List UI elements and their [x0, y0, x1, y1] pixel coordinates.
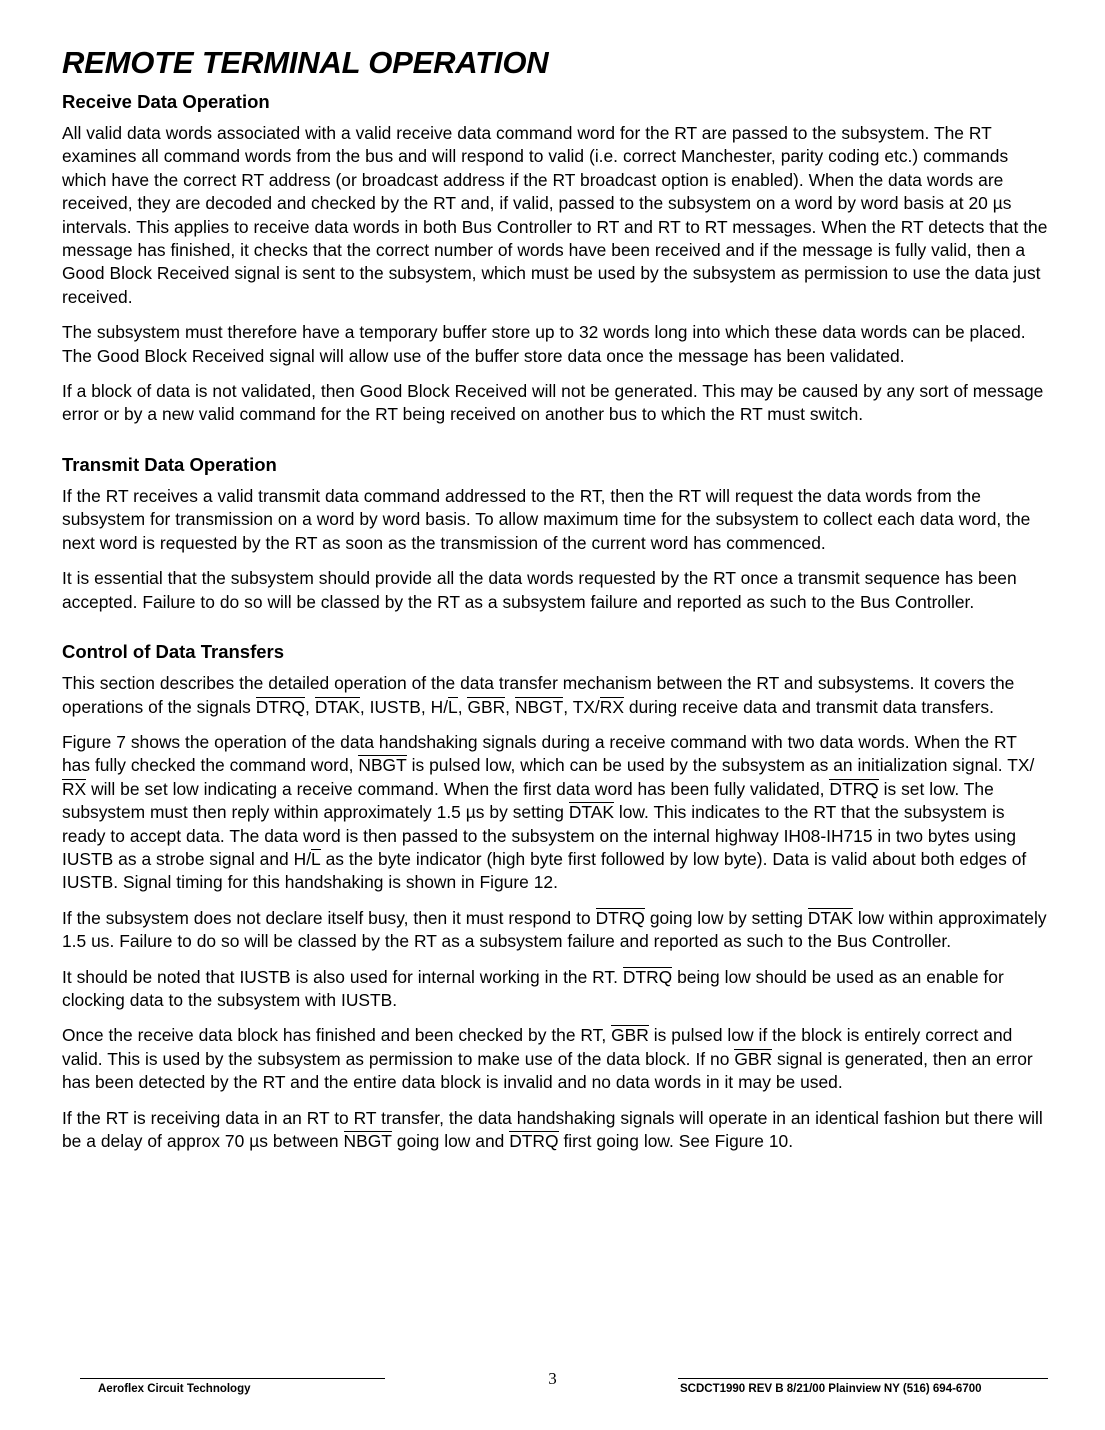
paragraph-control-3: [62, 907, 1049, 954]
signal-name-nbgt: NBGT: [343, 1131, 392, 1152]
text-segment: is pulsed low if the block is entirely correct and valid. This is used by the subsystem as permission to make use of the data block. If no: [62, 1025, 1013, 1069]
text-segment: going low and: [391, 1131, 510, 1152]
text-segment: Figure 7 shows the operation of the data handshaking signals during a receive command with two data words. When the RT has fully checked the command word,: [62, 732, 1017, 776]
page-title: REMOTE TERMINAL OPERATION: [62, 45, 549, 80]
footer-company-name: Aeroflex Circuit Technology: [98, 1383, 251, 1395]
signal-name-dtrq: DTRQ: [509, 1131, 559, 1152]
text-segment: first going low. See Figure 10.: [558, 1131, 794, 1152]
text-segment: ,: [505, 696, 515, 717]
section-heading-receive-data-operation: Receive Data Operation: [62, 90, 270, 112]
paragraph-control-1: [62, 672, 1049, 719]
signal-name-dtrq: DTRQ: [622, 966, 673, 987]
section-heading-control-of-data-transfers: Control of Data Transfers: [62, 641, 285, 662]
text-segment: If the subsystem does not declare itself busy, then it must respond to: [62, 907, 596, 928]
text-segment: will be set low indicating a receive command. When the first data word has been fully validated,: [86, 778, 830, 799]
paragraph-receive-2: The subsystem must therefore have a temporary buffer store up to 32 words long into which these data words can be placed. The Good Block Received signal will allow use of the buffer store data once the message has been validated.: [62, 322, 1026, 366]
paragraph-transmit-1: If the RT receives a valid transmit data command addressed to the RT, then the RT will request the data words from the subsystem for transmission on a word by word basis. To allow maximum time for the subsystem to collect each data word, the next word is requested by the RT as soon as the transmission of the current word has commenced.: [62, 485, 1031, 553]
section-heading-transmit-data-operation: Transmit Data Operation: [62, 453, 277, 475]
text-segment: being low should be used as an enable for clocking data to the subsystem with IUSTB.: [62, 966, 1004, 1011]
text-segment: low within approximately 1.5 us. Failure to do so will be classed by the RT as a subsystem failure and reported as such to the Bus Controller.: [62, 907, 1047, 952]
footer-doc-reference: SCDCT1990 REV B 8/21/00 Plainview NY (516) 694-6700: [680, 1383, 982, 1395]
text-segment: is pulsed low, which can be used by the subsystem as an initialization signal. TX/: [406, 755, 1035, 776]
paragraph-receive-3: If a block of data is not validated, then Good Block Received will not be generated. This may be caused by any sort of message error or by a new valid command for the RT being received on another bus to which the RT must switch.: [62, 380, 1044, 425]
signal-name-gbr: GBR: [734, 1048, 773, 1069]
text-segment: ,: [457, 696, 468, 717]
text-segment: , IUSTB, H/: [359, 696, 449, 717]
text-segment: , TX/: [563, 696, 600, 717]
text-segment: during receive data and transmit data transfers.: [623, 696, 994, 717]
footer-right-block: [678, 1378, 1048, 1397]
text-segment: If the RT is receiving data in an RT to RT transfer, the data handshaking signals will operate in an identical fashion but there will be a delay of approx 70 µs between: [62, 1107, 1043, 1152]
text-segment: is set low. The subsystem must then reply within approximately 1.5 µs by setting: [62, 778, 994, 823]
signal-name-nbgt: NBGT: [514, 696, 564, 717]
text-segment: This section describes the detailed operation of the data transfer mechanism between the RT and subsystems. It covers the operations of the signals: [62, 673, 1015, 717]
page-number: 3: [548, 1369, 557, 1388]
signal-name-l: L: [311, 849, 321, 870]
signal-name-gbr: GBR: [467, 696, 506, 717]
paragraph-control-2: [62, 731, 1049, 895]
text-segment: ,: [305, 696, 315, 717]
text-segment: Once the receive data block has finished and been checked by the RT,: [62, 1025, 612, 1046]
signal-name-dtrq: DTRQ: [595, 907, 645, 928]
text-segment: signal is generated, then an error has been detected by the RT and the entire data block is invalid and no data words in it may be used.: [62, 1048, 1033, 1093]
signal-name-l: L: [448, 696, 458, 717]
text-segment: It should be noted that IUSTB is also used for internal working in the RT.: [62, 966, 623, 987]
signal-name-dtak: DTAK: [314, 696, 360, 717]
paragraph-control-4: [62, 966, 1049, 1013]
paragraph-receive-1: All valid data words associated with a valid receive data command word for the RT are passed to the subsystem. The RT examines all command words from the bus and will respond to valid (i.e. correct Manchester, parity coding etc.) commands which have the correct RT address (or broadcast address if the RT broadcast option is enabled). When the data words are received, they are decoded and checked by the RT and, if valid, passed to the subsystem on a word by word basis at 20 µs intervals. This applies to receive data words in both Bus Controller to RT and RT to RT messages. When the RT detects that the message has finished, it checks that the correct number of words have been received and if the message is fully valid, then a Good Block Received signal is sent to the subsystem, which must be used by the subsystem as permission to use the data just received.: [62, 122, 1048, 307]
text-segment: as the byte indicator (high byte first followed by low byte). Data is valid about both edges of IUSTB. Signal timing for this handshaking is shown in Figure 12.: [62, 849, 1027, 893]
signal-name-gbr: GBR: [611, 1025, 649, 1046]
text-segment: low. This indicates to the RT that the subsystem is ready to accept data. The data word is then passed to the subsystem on the internal highway IH08-IH715 in two bytes using IUSTB as a strobe signal and H/: [62, 802, 1016, 870]
signal-name-rx: RX: [62, 778, 87, 799]
footer-left-block: [80, 1378, 385, 1397]
text-segment: going low by setting: [644, 907, 808, 928]
paragraph-control-6: [62, 1107, 1049, 1154]
signal-name-dtrq: DTRQ: [829, 778, 879, 799]
paragraph-transmit-2: It is essential that the subsystem should provide all the data words requested by the RT once a transmit sequence has been accepted. Failure to do so will be classed by the RT as a subsystem failure and reported as such to the Bus Controller.: [62, 568, 1017, 612]
paragraph-control-5: [62, 1024, 1049, 1094]
signal-name-dtrq: DTRQ: [255, 696, 306, 717]
signal-name-nbgt: NBGT: [358, 755, 407, 776]
signal-name-dtak: DTAK: [568, 802, 614, 823]
signal-name-rx: RX: [599, 696, 624, 717]
page-footer: [0, 1366, 1105, 1430]
signal-name-dtak: DTAK: [807, 907, 853, 928]
